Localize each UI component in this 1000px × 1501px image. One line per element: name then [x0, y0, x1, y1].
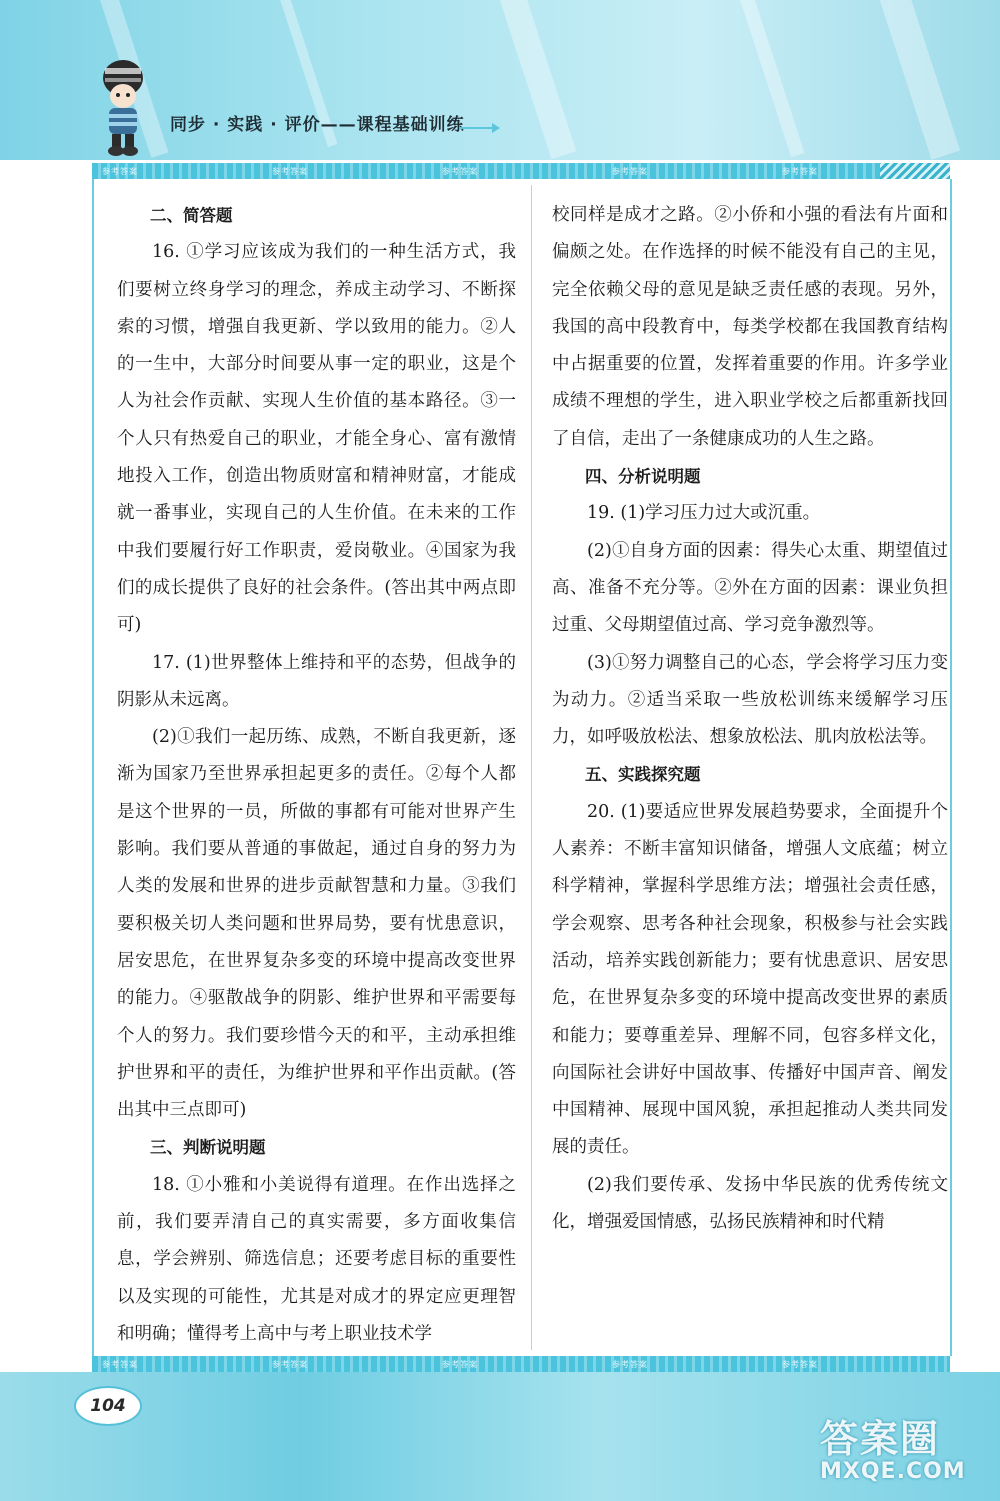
watermark	[820, 1408, 1000, 1501]
answer-paragraph: 18. ①小雅和小美说得有道理。在作出选择之前，我们要弄清自己的真实需要，多方面收集信息，学会辨别、筛选信息；还要考虑目标的重要性以及实现的可能性，尤其是对成才的界定应更理智和明确；懂得考上高中与考上职业技术学	[117, 1174, 516, 1344]
bottom-band: 参考答案 参考答案 参考答案 参考答案 参考答案	[92, 1356, 950, 1372]
column-divider	[531, 185, 532, 1350]
right-column	[552, 197, 948, 1241]
top-band: 参考答案 参考答案 参考答案 参考答案 参考答案	[92, 163, 950, 179]
answer-paragraph-continued: 校同样是成才之路。②小侨和小强的看法有片面和偏颇之处。在作选择的时候不能没有自己的主见，完全依赖父母的意见是缺乏责任感的表现。另外，我国的高中段教育中，每类学校都在我国教育结构中占据重要的位置，发挥着重要的作用。许多学业成绩不理想的学生，进入职业学校之后都重新找回了自信，走出了一条健康成功的人生之路。	[552, 205, 948, 449]
answer-paragraph: 17. (1)世界整体上维持和平的态势，但战争的阴影从未远离。	[117, 652, 516, 710]
watermark-logo-text: 答案圈	[820, 1417, 941, 1461]
answer-paragraph: 19. (1)学习压力过大或沉重。	[587, 503, 821, 524]
answer-paragraph: (3)①努力调整自己的心态，学会将学习压力变为动力。②适当采取一些放松训练来缓解学习压力，如呼吸放松法、想象放松法、肌肉放松法等。	[552, 652, 948, 748]
section-heading: 二、简答题	[150, 206, 233, 225]
watermark-url: MXQE.COM	[820, 1459, 966, 1484]
header-title: 同步 · 实践 · 评价——课程基础训练	[170, 115, 465, 135]
answer-paragraph: (2)我们要传承、发扬中华民族的优秀传统文化，增强爱国情感，弘扬民族精神和时代精	[552, 1174, 948, 1233]
page-number: 104	[74, 1386, 142, 1426]
section-heading: 四、分析说明题	[585, 467, 701, 487]
left-column	[117, 197, 516, 1353]
section-heading: 三、判断说明题	[150, 1138, 266, 1158]
arrow-icon	[460, 123, 500, 133]
answer-paragraph: (2)①我们一起历练、成熟，不断自我更新，逐渐为国家乃至世界承担起更多的责任。②每个人都是这个世界的一员，所做的事都有可能对世界产生影响。我们要从普通的事做起，通过自身的努力为人类的发展和世界的进步贡献智慧和力量。③我们要积极关切人类问题和世界局势，要有忧患意识，居安思危，在世界复杂多变的环境中提高改变世界的能力。④驱散战争的阴影、维护世界和平需要每个人的努力。我们要珍惜今天的和平，主动承担维护世界和平的责任，为维护世界和平作出贡献。(答出其中三点即可)	[117, 727, 516, 1121]
answer-paragraph: 16. ①学习应该成为我们的一种生活方式，我们要树立终身学习的理念，养成主动学习、不断探索的习惯，增强自我更新、学以致用的能力。②人的一生中，大部分时间要从事一定的职业，这是个人为社会作贡献、实现人生价值的基本路径。③一个人只有热爱自己的职业，才能全身心、富有激情地投入工作，创造出物质财富和精神财富，才能成就一番事业，实现自己的人生价值。在未来的工作中我们要履行好工作职责，爱岗敬业。④国家为我们的成长提供了良好的社会条件。(答出其中两点即可)	[117, 242, 516, 636]
answer-paragraph: (2)①自身方面的因素：得失心太重、期望值过高、准备不充分等。②外在方面的因素：课业负担过重、父母期望值过高、学习竞争激烈等。	[552, 540, 948, 636]
section-heading: 五、实践探究题	[585, 765, 701, 785]
answer-paragraph: 20. (1)要适应世界发展趋势要求，全面提升个人素养：不断丰富知识储备，增强人文底蕴；树立科学精神，掌握科学思维方法；增强社会责任感，学会观察、思考各种社会现象，积极参与社会实践活动，培养实践创新能力；要有忧患意识、居安思危，在世界复杂多变的环境中提高改变世界的素质和能力；要尊重差异、理解不同，包容多样文化，向国际社会讲好中国故事、传播好中国声音、阐发中国精神、展现中国风貌，承担起推动人类共同发展的责任。	[552, 801, 948, 1158]
mascot-illustration	[92, 58, 154, 158]
